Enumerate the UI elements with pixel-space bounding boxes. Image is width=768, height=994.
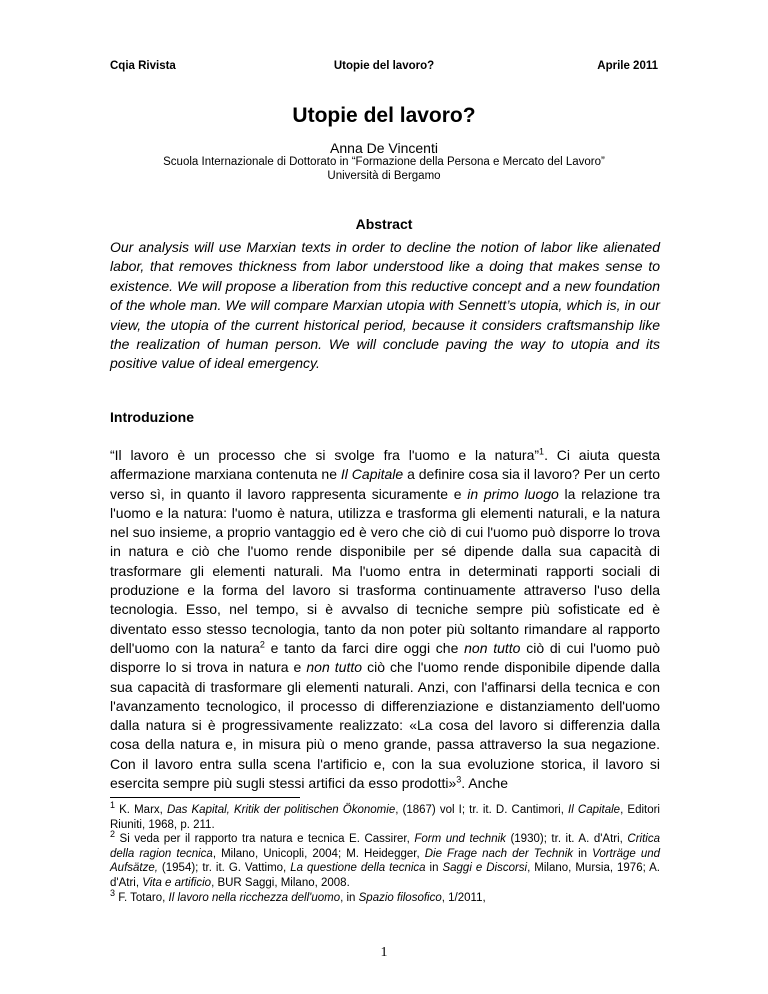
text-run: , Milano, Mursia, 1976; A. d'Atri, [110, 862, 660, 889]
footnote-3 [110, 887, 660, 906]
header-title: Utopie del lavoro? [333, 60, 435, 72]
text-run: “Il lavoro è un processo che si svolge fra l'uomo e la natura” [110, 447, 540, 463]
text-run-italic: Il Capitale [568, 804, 621, 816]
text-run: F. Totaro, [115, 891, 169, 904]
text-run-italic: Vorträge und Aufsätze, [110, 847, 661, 875]
text-run: , Milano, Unicopli, 2004; M. Heidegger, [212, 847, 425, 860]
text-run-italic: Critica della ragion tecnica [110, 833, 660, 860]
footnote-number: 2 [110, 829, 116, 840]
text-run: la relazione tra l'uomo e la natura: l'uomo è natura, utilizza e trasforma gli elementi naturali, e la natura nel suo insieme, a proprio vantaggio ed è vero che ciò di cui l'uomo può disporre lo trova in natura e ciò che l'uomo rende disponibile per sé dipende dalla sua capacità di trasformare gli elementi naturali. Ma l'uomo entra in determinati rapporti sociali di produzione e la forma del lavoro si trasforma continuamente attraverso l'uso della tecnologia. Esso, nel tempo, si è avvalso di tecniche sempre più sofisticate ed è diventato esso stesso tecnologia, tanto da non poter più soltanto rimandare al rapporto dell'uomo con la natura [110, 485, 660, 656]
text-run-italic: Vita e artificio [142, 876, 212, 889]
text-run: , in [340, 891, 359, 904]
text-run-italic: non tutto [306, 659, 363, 676]
text-run: , Editori Riuniti, 1968, p. 211. [110, 804, 660, 831]
text-run: Si veda per il rapporto tra natura e tecnica E. Cassirer, [115, 833, 415, 846]
text-run: in [573, 847, 593, 860]
paper-title: Utopie del lavoro? [292, 104, 476, 127]
section-heading-introduzione: Introduzione [110, 409, 194, 425]
page-number: 1 [380, 945, 388, 960]
footnote-number: 3 [110, 887, 116, 898]
text-run: , 1/2011, [441, 891, 486, 904]
affiliation-school: Scuola Internazionale di Dottorato in “Formazione della Persona e Mercato del Lavoro” [163, 156, 605, 168]
text-run-italic: Das Kapital, Kritik der politischen Ökonomie [166, 804, 396, 816]
header-journal: Cqia Rivista [110, 60, 176, 72]
text-run-italic: Spazio filosofico [358, 891, 442, 904]
footnote-ref-2[interactable]: 2 [259, 639, 265, 650]
body-text [110, 446, 660, 793]
text-run: , BUR Saggi, Milano, 2008. [211, 876, 350, 889]
text-run-italic: Die Frage nach der Technik [424, 847, 574, 860]
abstract-text: Our analysis will use Marxian texts in order to decline the notion of labor like alienated labor, that removes thickness from labor understood like a doing that makes sense to existence. We will propose a liberation from this reductive concept and a new foundation of the whole man. We will compare Marxian utopia with Sennett’s utopia, which is, in our view, the utopia of the current historical period, because it considers craftsmanship like the realization of human person. We will conclude paving the way to utopia and its positive value of ideal emergency. [110, 239, 660, 372]
text-run: e tanto da farci dire oggi che [264, 639, 465, 656]
text-run-italic: Il lavoro nella ricchezza dell'uomo [168, 891, 341, 904]
text-run-italic: La questione della tecnica [290, 862, 426, 875]
text-run: . Anche [461, 775, 508, 792]
body-paragraph [110, 446, 660, 793]
affiliation-university: Università di Bergamo [327, 170, 441, 182]
text-run-italic: non tutto [464, 639, 521, 656]
text-run-italic: Saggi e Discorsi [442, 862, 528, 875]
abstract-heading: Abstract [355, 216, 413, 232]
text-run: ciò di cui l'uomo può disporre lo si trova in natura e [110, 639, 661, 676]
text-run: ciò che l'uomo rende disponibile dipende dalla sua capacità di trasformare gli elementi naturali. Anzi, con l'affinarsi della tecnica e con l'avanzamento tecnologico, il processo di differenziazione e distanziamento dell'uomo dalla natura si è progressivamente realizzato: «La cosa del lavoro si differenzia dalla cosa della natura e, in misura più o meno grande, passa attraverso la sua negazione. Con il lavoro entra sulla scena l'artificio e, con la sua evoluzione storica, il lavoro si esercita sempre più sugli stessi artifici da esso prodotti» [110, 659, 660, 792]
footnote-1 [110, 800, 660, 832]
footnotes [110, 800, 661, 905]
text-run: , (1867) vol I; tr. it. D. Cantimori, [395, 804, 569, 816]
text-run: (1954); tr. it. G. Vattimo, [157, 862, 291, 875]
text-run: a definire cosa sia il lavoro? Per un certo verso sì, in quanto il lavoro rappresenta sicuramente e [110, 466, 660, 502]
footnote-2 [110, 829, 661, 890]
text-run-italic: Form und technik [414, 833, 506, 846]
text-run-italic: in primo luogo [467, 485, 559, 502]
header-date: Aprile 2011 [597, 60, 658, 72]
footnote-number: 1 [110, 800, 116, 811]
footnote-ref-3[interactable]: 3 [456, 774, 462, 785]
text-run: (1930); tr. it. A. d'Atri, [505, 833, 628, 846]
author-name: Anna De Vincenti [330, 140, 438, 156]
footnote-ref-1[interactable]: 1 [539, 446, 545, 457]
footnote-separator [110, 797, 300, 798]
text-run: K. Marx, [115, 804, 167, 816]
text-run-italic: Il Capitale [340, 466, 404, 483]
text-run: . Ci aiuta questa affermazione marxiana contenuta ne [110, 447, 661, 483]
text-run: in [425, 862, 443, 875]
